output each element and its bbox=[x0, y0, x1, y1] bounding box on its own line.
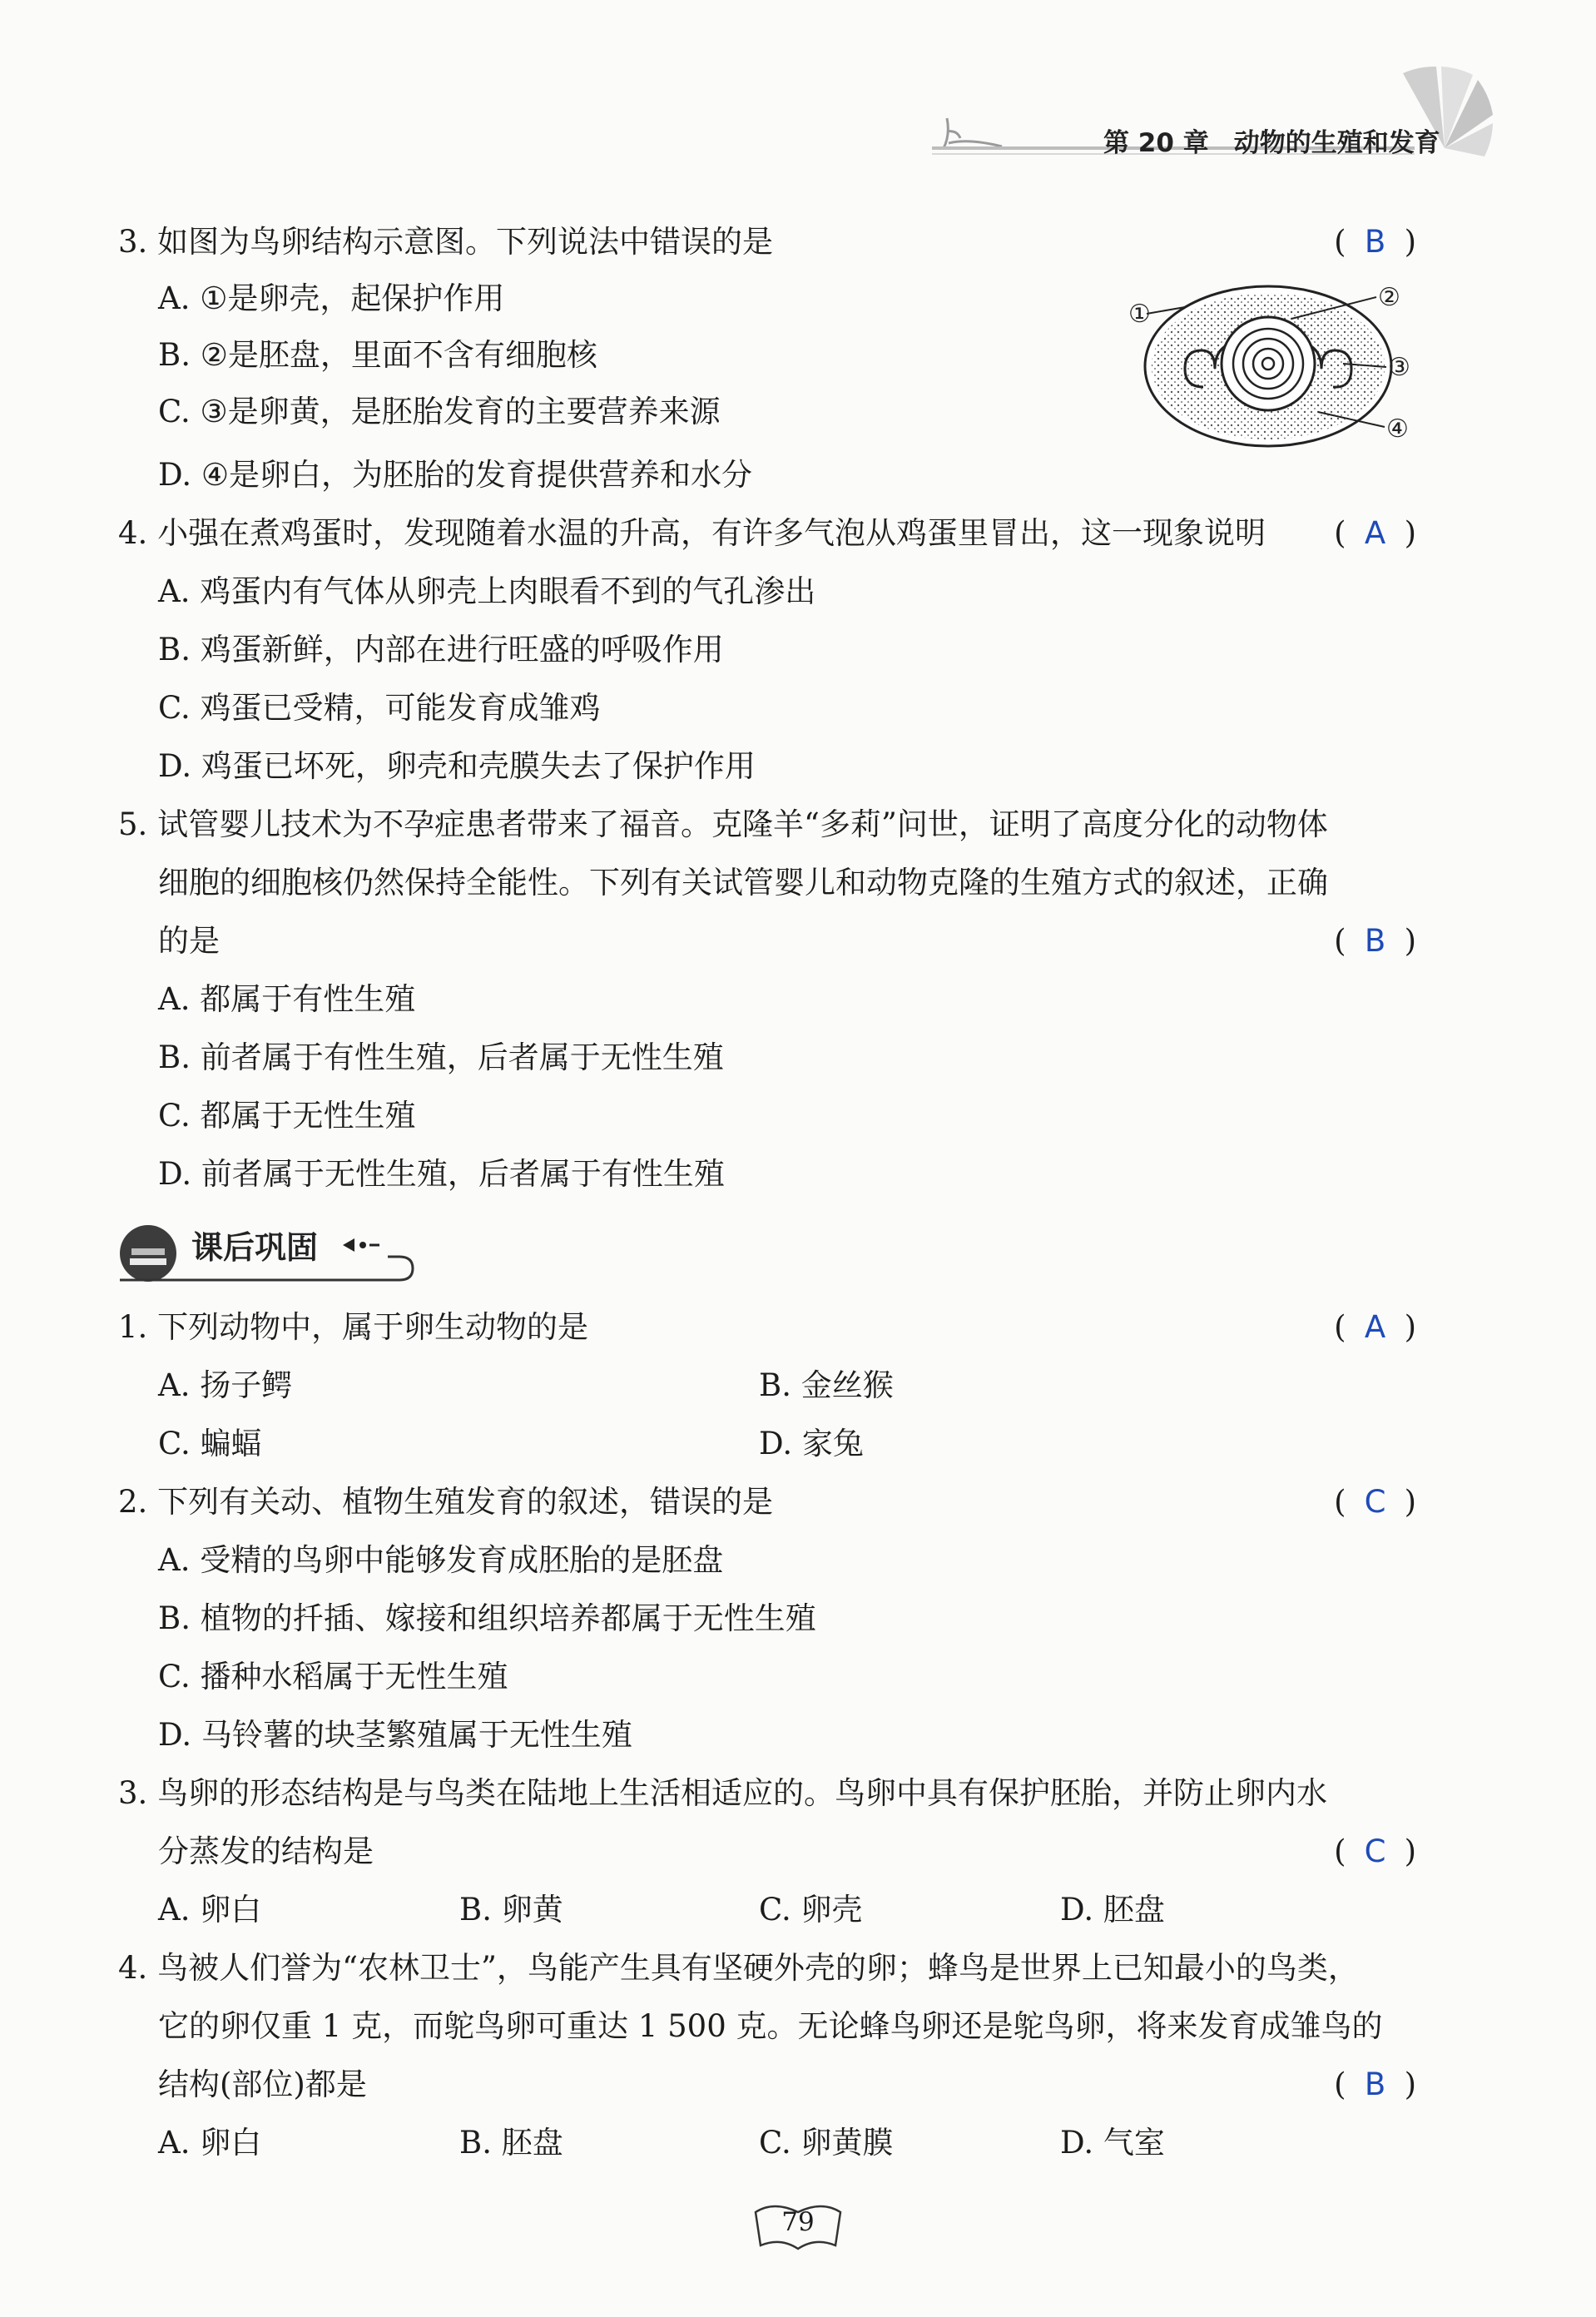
option: C. 都属于无性生殖 bbox=[158, 1098, 416, 1134]
answer-bracket: ( B ) bbox=[1334, 221, 1416, 263]
bird-egg-diagram bbox=[1110, 270, 1426, 454]
label-4: ④ bbox=[1386, 414, 1409, 444]
option: C. 鸡蛋已受精，可能发育成雏鸡 bbox=[158, 690, 601, 726]
yolk bbox=[1222, 317, 1315, 410]
page-number: 79 bbox=[781, 2207, 815, 2237]
option: A. ①是卵壳，起保护作用 bbox=[158, 280, 505, 316]
question-stem-cont: 分蒸发的结构是 bbox=[158, 1833, 374, 1869]
question-stem: 4. 小强在煮鸡蛋时，发现随着水温的升高，有许多气泡从鸡蛋里冒出，这一现象说明 bbox=[118, 515, 1266, 551]
option: B. 前者属于有性生殖，后者属于无性生殖 bbox=[158, 1039, 724, 1075]
option: D. ④是卵白，为胚胎的发育提供营养和水分 bbox=[158, 457, 753, 493]
answer-letter: B bbox=[1364, 2066, 1386, 2102]
question-stem-cont: 的是 bbox=[158, 923, 220, 959]
option: A. 扬子鳄 bbox=[158, 1367, 293, 1403]
option: B. 胚盘 bbox=[459, 2125, 563, 2161]
option: A. 都属于有性生殖 bbox=[158, 981, 416, 1017]
chapter-number: 第 20 章 bbox=[1103, 128, 1209, 158]
question-stem-cont: 它的卵仅重 1 克，而鸵鸟卵可重达 1 500 克。无论蜂鸟卵还是鸵鸟卵，将来发育成雏鸟的 bbox=[158, 2008, 1383, 2044]
answer-letter: A bbox=[1364, 515, 1386, 551]
answer-bracket: ( B ) bbox=[1334, 920, 1416, 962]
question-stem: 4. 鸟被人们誉为“农林卫士”，鸟能产生具有坚硬外壳的卵；蜂鸟是世界上已知最小的鸟类， bbox=[118, 1950, 1359, 1986]
question-stem-cont: 结构(部位)都是 bbox=[158, 2066, 367, 2102]
option: D. 家兔 bbox=[759, 1426, 864, 1461]
header-plant-decoration bbox=[935, 110, 1010, 151]
answer-letter: A bbox=[1364, 1309, 1386, 1345]
option: C. 卵黄膜 bbox=[759, 2125, 894, 2161]
label-3: ③ bbox=[1388, 353, 1410, 382]
page-number-badge bbox=[749, 2197, 847, 2255]
answer-bracket: ( C ) bbox=[1334, 1831, 1416, 1873]
option: B. 金丝猴 bbox=[759, 1367, 894, 1403]
answer-bracket: ( C ) bbox=[1334, 1481, 1416, 1523]
chapter-title: 动物的生殖和发育 bbox=[1233, 128, 1440, 158]
question-stem: 3. 鸟卵的形态结构是与鸟类在陆地上生活相适应的。鸟卵中具有保护胚胎，并防止卵内水 bbox=[118, 1775, 1328, 1811]
answer-letter: C bbox=[1364, 1484, 1386, 1520]
chapter-heading bbox=[1103, 122, 1440, 159]
option: D. 鸡蛋已坏死，卵壳和壳膜失去了保护作用 bbox=[158, 748, 756, 784]
question-stem: 5. 试管婴儿技术为不孕症患者带来了福音。克隆羊“多莉”问世，证明了高度分化的动物体 bbox=[118, 806, 1328, 842]
question-stem: 1. 下列动物中，属于卵生动物的是 bbox=[118, 1309, 589, 1345]
option: C. 卵壳 bbox=[759, 1892, 863, 1928]
answer-bracket: ( A ) bbox=[1334, 1307, 1416, 1348]
option: A. 卵白 bbox=[158, 2125, 262, 2161]
option: D. 马铃薯的块茎繁殖属于无性生殖 bbox=[158, 1717, 632, 1753]
option: B. 植物的扦插、嫁接和组织培养都属于无性生殖 bbox=[158, 1600, 816, 1636]
arrow-icon bbox=[343, 1238, 354, 1252]
answer-letter: B bbox=[1364, 923, 1386, 959]
label-1: ① bbox=[1128, 300, 1151, 329]
option: C. 播种水稻属于无性生殖 bbox=[158, 1659, 508, 1694]
option: D. 胚盘 bbox=[1060, 1892, 1165, 1928]
question-stem: 2. 下列有关动、植物生殖发育的叙述，错误的是 bbox=[118, 1484, 774, 1520]
option: A. 鸡蛋内有气体从卵壳上肉眼看不到的气孔渗出 bbox=[158, 573, 816, 609]
option: A. 卵白 bbox=[158, 1892, 262, 1928]
option: B. ②是胚盘，里面不含有细胞核 bbox=[158, 337, 597, 373]
option: A. 受精的鸟卵中能够发育成胚胎的是胚盘 bbox=[158, 1542, 724, 1578]
option: C. 蝙蝠 bbox=[158, 1426, 262, 1461]
option: C. ③是卵黄，是胚胎发育的主要营养来源 bbox=[158, 394, 721, 429]
option: B. 鸡蛋新鲜，内部在进行旺盛的呼吸作用 bbox=[158, 632, 724, 667]
answer-bracket: ( B ) bbox=[1334, 2064, 1416, 2106]
answer-bracket: ( A ) bbox=[1334, 513, 1416, 554]
label-2: ② bbox=[1378, 283, 1400, 312]
answer-letter: B bbox=[1364, 224, 1386, 260]
section-title: 课后巩固 bbox=[191, 1229, 319, 1266]
question-stem: 3. 如图为鸟卵结构示意图。下列说法中错误的是 bbox=[118, 224, 774, 260]
option: B. 卵黄 bbox=[459, 1892, 563, 1928]
option: D. 前者属于无性生殖，后者属于有性生殖 bbox=[158, 1156, 725, 1192]
option: D. 气室 bbox=[1060, 2125, 1165, 2161]
question-stem-cont: 细胞的细胞核仍然保持全能性。下列有关试管婴儿和动物克隆的生殖方式的叙述，正确 bbox=[158, 865, 1328, 901]
answer-letter: C bbox=[1364, 1833, 1386, 1869]
